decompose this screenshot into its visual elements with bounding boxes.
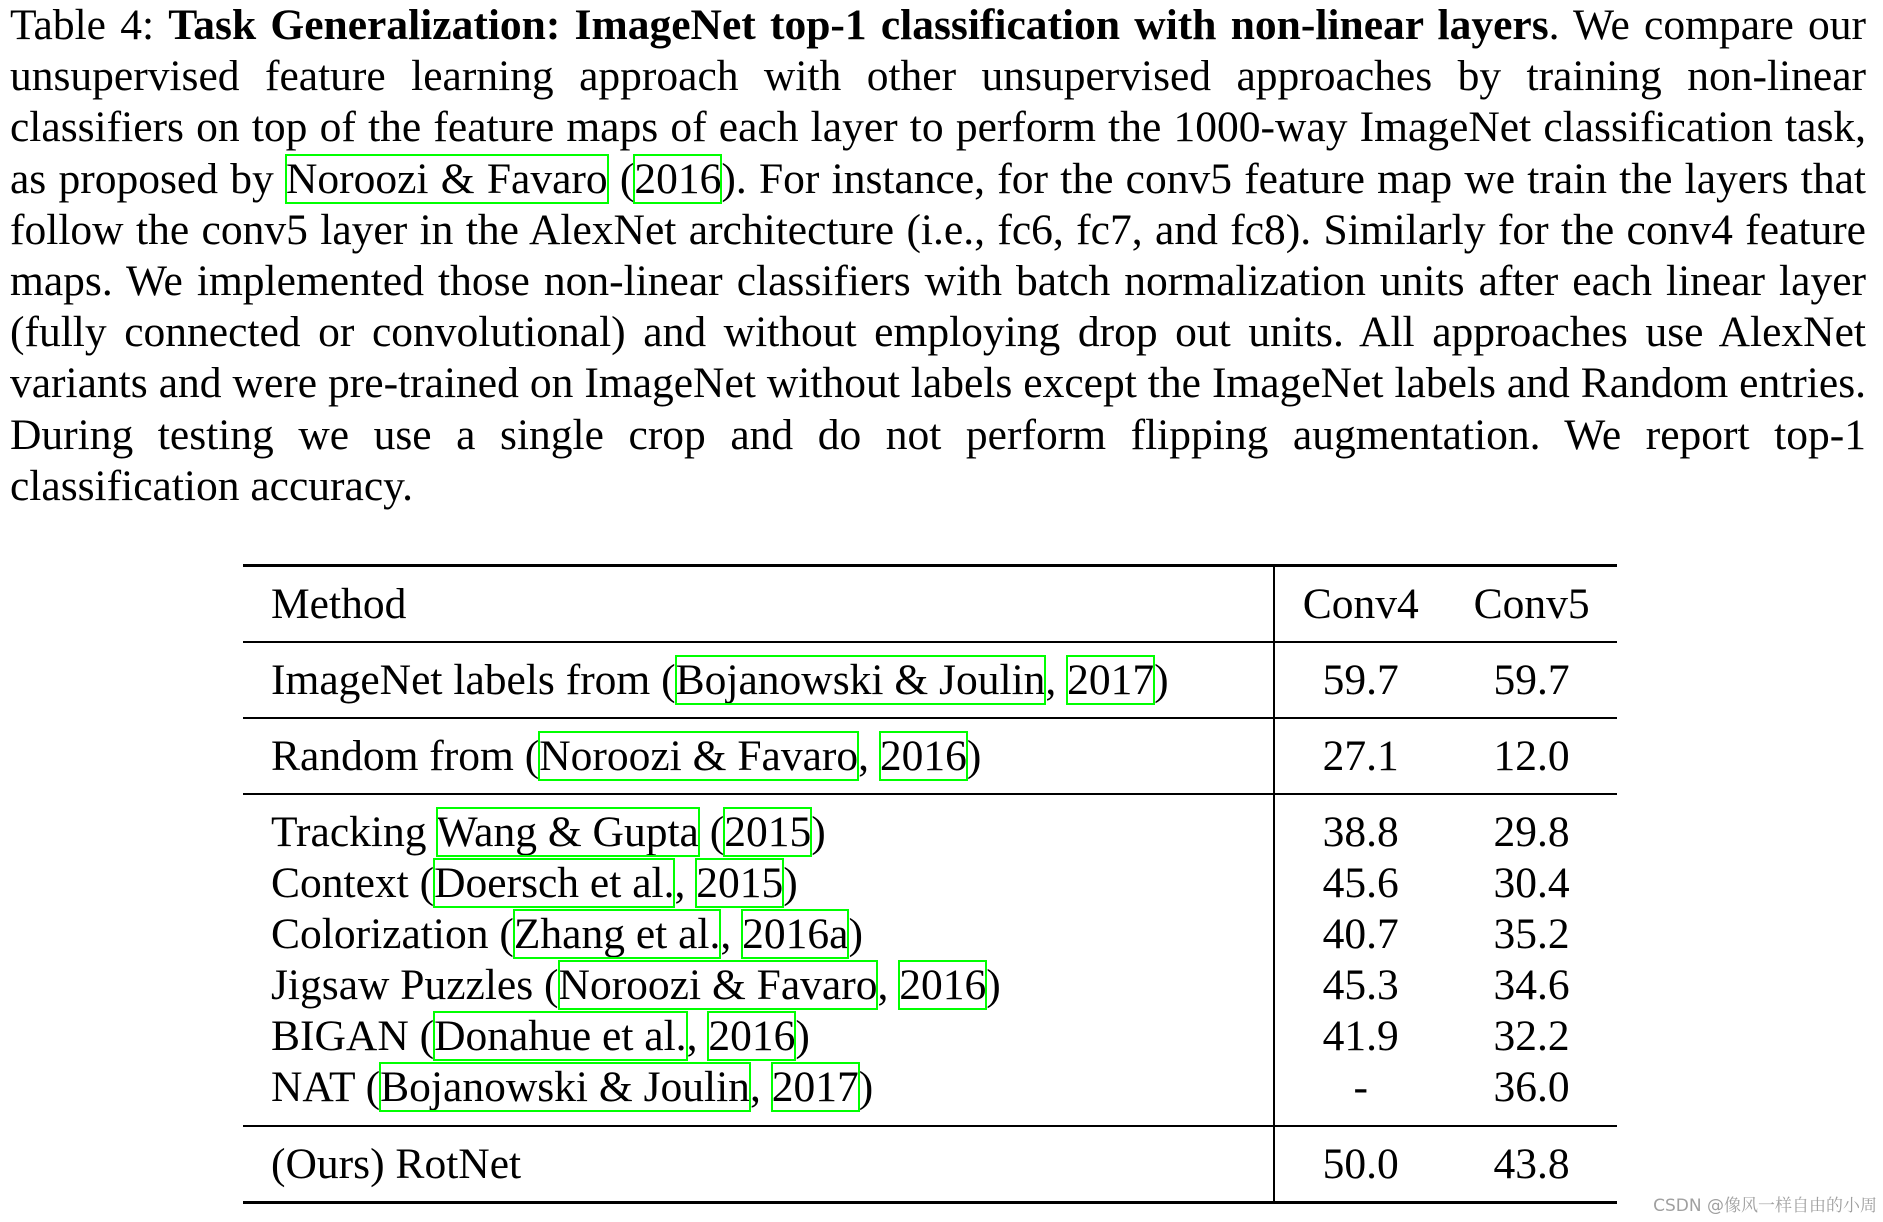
watermark: CSDN @像风一样自由的小周: [1653, 1196, 1877, 1216]
table-row: [243, 1062, 1617, 1126]
citation-link-year[interactable]: 2016: [708, 1012, 796, 1060]
conv5-value: 36.0: [1493, 1063, 1570, 1111]
header-method: Method: [243, 566, 1274, 643]
table-row-ours: [243, 1126, 1617, 1203]
results-table-wrapper: [243, 564, 1617, 1204]
method-prefix: Tracking: [271, 808, 437, 856]
table-row: [243, 1011, 1617, 1062]
citation-sep: (: [698, 808, 725, 856]
header-conv4: Conv4: [1274, 566, 1446, 643]
method-cell: (Ours) RotNet: [243, 1126, 1274, 1203]
method-suffix: ): [966, 732, 982, 780]
method-prefix: ImageNet labels from (: [271, 656, 676, 704]
conv5-value: 29.8: [1446, 794, 1617, 858]
table-row: [243, 858, 1617, 909]
conv4-value: 50.0: [1274, 1126, 1446, 1203]
method-prefix: BIGAN (: [271, 1012, 435, 1060]
conv4-value: 45.6: [1274, 858, 1446, 909]
method-suffix: ): [795, 1012, 810, 1060]
results-table: [243, 564, 1617, 1204]
conv5-value: 34.6: [1493, 961, 1570, 1009]
conv4-value: 27.1: [1274, 718, 1446, 794]
citation-link-year[interactable]: 2016: [634, 154, 722, 203]
method-suffix: ): [783, 859, 798, 907]
header-conv5: Conv5: [1446, 566, 1617, 643]
method-prefix: Colorization (: [271, 910, 514, 958]
method-prefix: NAT (: [271, 1063, 381, 1111]
citation-sep: ,: [1045, 656, 1068, 704]
citation-link-author[interactable]: Bojanowski & Joulin: [380, 1063, 750, 1111]
caption-title: Task Generalization: ImageNet top-1 classification with non-linear layers: [168, 1, 1549, 49]
caption-text-1: . We compare our unsupervised feature learning approach with other unsupervised approaches by training non-linear classifiers on top of the feature maps of each layer to perform the 1000-way ImageNet classification task, as proposed by: [10, 1, 1867, 203]
citation-link-author[interactable]: Doersch et al.: [434, 859, 675, 907]
citation-sep: ,: [858, 732, 880, 780]
citation-link-year[interactable]: 2015: [696, 859, 784, 907]
citation-link-year[interactable]: 2016: [879, 732, 967, 780]
conv4-value: 59.7: [1274, 642, 1446, 718]
caption-text-2: ). For instance, for the conv5 feature map we train the layers that follow the conv5 layer in the AlexNet architecture (i.e., fc6, fc7, and fc8). Similarly for the conv4 feature maps. We implemented those non-linear classifiers with batch normalization units after each linear layer (fully connected or convolutional) and without employing drop out units. All approaches use AlexNet variants and were pre-trained on ImageNet without labels except the ImageNet labels and Random entries. During testing we use a single crop and do not perform flipping augmentation. We report top-1 classification accuracy.: [10, 154, 1866, 510]
citation-link-author[interactable]: Wang & Gupta: [436, 808, 699, 856]
method-cell: [243, 642, 1274, 718]
conv4-value: 38.8: [1274, 794, 1446, 858]
citation-sep: ,: [877, 961, 900, 1009]
citation-link-author[interactable]: Noroozi & Favaro: [285, 154, 608, 203]
method-suffix: ): [858, 1063, 874, 1111]
table-row: [243, 909, 1617, 960]
method-cell: [243, 909, 1274, 960]
conv4-value: 41.9: [1274, 1011, 1446, 1062]
method-prefix: Context (: [271, 859, 435, 907]
method-suffix: ): [1154, 656, 1169, 704]
citation-link-author[interactable]: Noroozi & Favaro: [539, 732, 859, 780]
table-row: [243, 642, 1617, 718]
citation-sep: ,: [749, 1063, 772, 1111]
method-cell: [243, 794, 1274, 858]
method-prefix: Jigsaw Puzzles (: [271, 961, 559, 1009]
conv4-value: 40.7: [1274, 909, 1446, 960]
citation-link-year[interactable]: 2017: [771, 1063, 859, 1111]
table-header-row: [243, 566, 1617, 643]
method-cell: [243, 1062, 1274, 1126]
method-suffix: ): [811, 808, 826, 856]
method-cell: [243, 1011, 1274, 1062]
citation-link-year[interactable]: 2016a: [742, 910, 849, 958]
method-cell: [243, 858, 1274, 909]
method-cell: [243, 960, 1274, 1011]
table-row: [243, 960, 1617, 1011]
citation-sep: ,: [674, 859, 697, 907]
conv4-value: -: [1274, 1062, 1446, 1126]
citation-link-author[interactable]: Bojanowski & Joulin: [675, 656, 1046, 704]
caption-cite-open: (: [607, 154, 635, 203]
table-row: [243, 794, 1617, 858]
citation-link-author[interactable]: Noroozi & Favaro: [558, 961, 878, 1009]
conv5-value: 32.2: [1493, 1012, 1570, 1060]
conv5-value: 35.2: [1493, 910, 1570, 958]
conv5-value: 30.4: [1493, 859, 1570, 907]
method-suffix: ): [848, 910, 863, 958]
citation-sep: ,: [720, 910, 743, 958]
caption-label: Table 4:: [10, 1, 169, 49]
method-prefix: Random from (: [271, 732, 540, 780]
conv4-value: 45.3: [1274, 960, 1446, 1011]
conv5-value: 43.8: [1446, 1126, 1617, 1203]
method-cell: [243, 718, 1274, 794]
citation-link-author[interactable]: Zhang et al.: [513, 910, 721, 958]
conv5-value: 12.0: [1446, 718, 1617, 794]
table-row: [243, 718, 1617, 794]
citation-sep: ,: [686, 1012, 709, 1060]
citation-link-year[interactable]: 2016: [899, 961, 987, 1009]
citation-link-year[interactable]: 2017: [1067, 656, 1155, 704]
citation-link-author[interactable]: Donahue et al.: [434, 1012, 687, 1060]
citation-link-year[interactable]: 2015: [724, 808, 812, 856]
conv5-value: 59.7: [1446, 642, 1617, 718]
method-suffix: ): [986, 961, 1001, 1009]
table-caption: [10, 0, 1866, 512]
